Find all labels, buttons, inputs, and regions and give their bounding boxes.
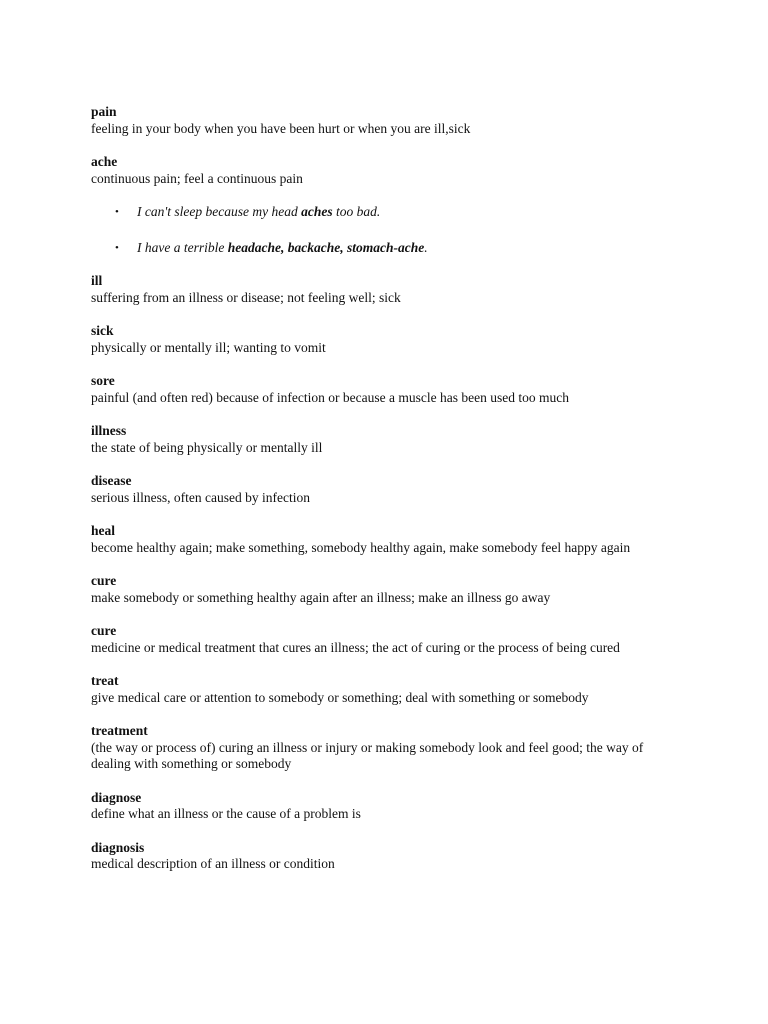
entry-treat <box>91 673 681 706</box>
example-item <box>91 204 681 221</box>
entry-disease <box>91 473 681 506</box>
example-keyword: headache, backache, stomach-ache <box>227 239 425 255</box>
entry-heal <box>91 523 681 556</box>
entry-ache <box>91 154 681 187</box>
entry-cure-noun <box>91 623 681 656</box>
example-text: I can't sleep because my head <box>137 204 302 219</box>
term: diagnosis <box>91 839 145 855</box>
term: treatment <box>91 723 148 738</box>
definition: continuous pain; feel a continuous pain <box>91 170 303 186</box>
definition: give medical care or attention to somebody or something; deal with something or somebody <box>91 689 589 705</box>
definition: physically or mentally ill; wanting to vomit <box>91 339 326 355</box>
glossary <box>91 104 681 890</box>
entry-sore <box>91 373 681 406</box>
term: heal <box>91 523 116 538</box>
entry-sick <box>91 323 681 356</box>
term: cure <box>91 623 117 638</box>
term: ache <box>91 154 118 169</box>
example-keyword: aches <box>301 204 333 219</box>
definition: define what an illness or the cause of a problem is <box>91 806 361 821</box>
term: cure <box>91 573 117 588</box>
definition: painful (and often red) because of infection or because a muscle has been used too much <box>91 389 569 405</box>
entry-diagnose <box>91 790 681 823</box>
term: pain <box>91 104 117 119</box>
definition: (the way or process of) curing an illness or injury or making somebody look and feel good; the way of dealing with something or somebody <box>91 739 644 771</box>
entry-treatment <box>91 723 681 773</box>
entry-pain <box>91 104 681 137</box>
bullet-icon: • <box>115 241 119 254</box>
definition: serious illness, often caused by infection <box>91 489 310 505</box>
term: disease <box>91 473 132 488</box>
term: treat <box>91 673 119 688</box>
definition: medicine or medical treatment that cures an illness; the act of curing or the process of being cured <box>91 639 620 655</box>
entry-illness <box>91 423 681 456</box>
definition: suffering from an illness or disease; not feeling well; sick <box>91 289 401 305</box>
definition: the state of being physically or mentally ill <box>91 439 323 455</box>
entry-ill <box>91 273 681 306</box>
example-text: I have a terrible <box>137 239 228 255</box>
term: ill <box>91 273 103 288</box>
definition: become healthy again; make something, somebody healthy again, make somebody feel happy again <box>91 539 631 555</box>
example-list <box>91 204 681 256</box>
term: illness <box>91 423 127 438</box>
term: diagnose <box>91 789 142 805</box>
definition: feeling in your body when you have been hurt or when you are ill,sick <box>91 120 471 136</box>
definition: medical description of an illness or condition <box>91 856 335 871</box>
bullet-icon: • <box>115 206 119 218</box>
entry-cure-verb <box>91 573 681 606</box>
entry-diagnosis <box>91 840 681 873</box>
definition: make somebody or something healthy again after an illness; make an illness go away <box>91 589 551 605</box>
example-text: . <box>424 239 428 255</box>
example-text: too bad. <box>332 204 381 219</box>
term: sore <box>91 373 115 388</box>
example-item <box>91 240 681 257</box>
term: sick <box>91 323 114 338</box>
